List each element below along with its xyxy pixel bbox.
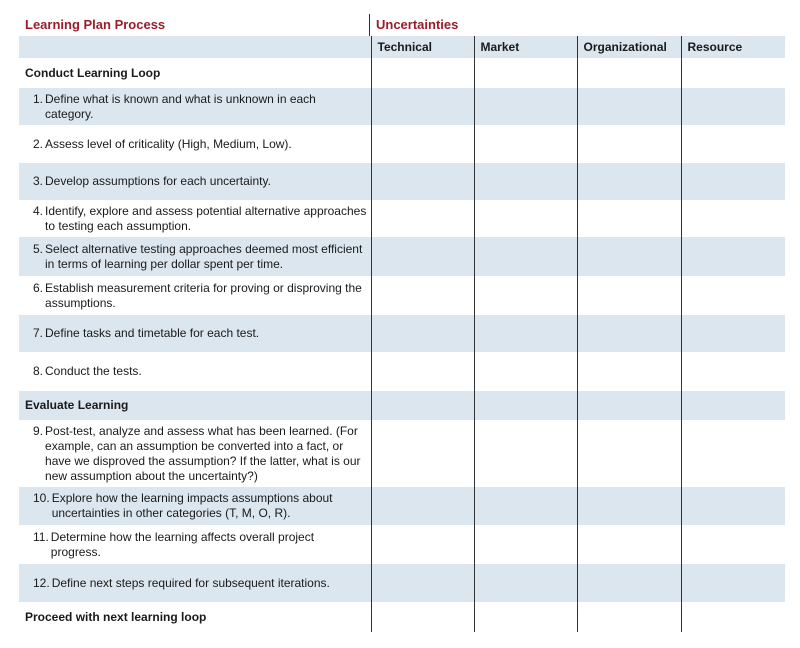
step-row <box>19 88 785 125</box>
cell-technical[interactable] <box>371 237 474 276</box>
learning-plan-title: Learning Plan Process <box>25 17 166 32</box>
step-label <box>19 163 371 200</box>
cell-resource[interactable] <box>681 487 785 525</box>
cell-organizational[interactable] <box>577 163 681 200</box>
cell-technical[interactable] <box>371 602 474 632</box>
cell-organizational[interactable] <box>577 564 681 602</box>
cell-organizational[interactable] <box>577 200 681 237</box>
step-text: Develop assumptions for each uncertainty. <box>45 174 271 188</box>
step-row <box>19 487 785 525</box>
cell-technical[interactable] <box>371 125 474 163</box>
cell-market[interactable] <box>474 391 577 420</box>
step-wrap <box>33 204 367 234</box>
cell-resource[interactable] <box>681 602 785 632</box>
cell-market[interactable] <box>474 315 577 352</box>
cell-organizational[interactable] <box>577 602 681 632</box>
step-wrap <box>33 174 367 189</box>
cell-technical[interactable] <box>371 88 474 125</box>
step-label <box>19 487 371 525</box>
cell-technical[interactable] <box>371 420 474 487</box>
cell-market[interactable] <box>474 58 577 88</box>
cell-organizational[interactable] <box>577 88 681 125</box>
column-header-row <box>19 36 785 58</box>
cell-resource[interactable] <box>681 125 785 163</box>
step-label <box>19 420 371 487</box>
step-number: 9. <box>33 423 44 438</box>
step-wrap <box>33 364 367 379</box>
cell-organizational[interactable] <box>577 352 681 391</box>
cell-market[interactable] <box>474 88 577 125</box>
cell-resource[interactable] <box>681 564 785 602</box>
column-header-technical: Technical <box>371 36 474 58</box>
cell-organizational[interactable] <box>577 276 681 315</box>
step-wrap <box>33 326 367 341</box>
step-wrap <box>33 491 367 521</box>
step-row <box>19 564 785 602</box>
cell-technical[interactable] <box>371 487 474 525</box>
cell-organizational[interactable] <box>577 525 681 564</box>
cell-technical[interactable] <box>371 391 474 420</box>
cell-resource[interactable] <box>681 237 785 276</box>
step-row <box>19 315 785 352</box>
step-wrap <box>33 530 367 560</box>
cell-resource[interactable] <box>681 352 785 391</box>
learning-plan-table-wrap <box>19 14 785 632</box>
step-label <box>19 200 371 237</box>
column-header-resource: Resource <box>681 36 785 58</box>
step-number: 11. <box>33 529 49 544</box>
cell-resource[interactable] <box>681 58 785 88</box>
cell-resource[interactable] <box>681 315 785 352</box>
step-text: Determine how the learning affects overall project progress. <box>50 529 315 559</box>
cell-organizational[interactable] <box>577 391 681 420</box>
step-row <box>19 163 785 200</box>
uncertainties-title: Uncertainties <box>369 14 785 36</box>
step-label <box>19 315 371 352</box>
section-label: Conduct Learning Loop <box>19 58 371 88</box>
step-wrap <box>33 576 367 591</box>
cell-resource[interactable] <box>681 276 785 315</box>
cell-technical[interactable] <box>371 276 474 315</box>
cell-market[interactable] <box>474 352 577 391</box>
step-text: Post-test, analyze and assess what has been learned. (For example, can an assumption be converted into a fact, or have we disproved the assumption? If the latter, what is our new assumption about the uncertainty?) <box>45 423 361 483</box>
cell-technical[interactable] <box>371 352 474 391</box>
step-text: Explore how the learning impacts assumptions about uncertainties in other categories (T, M, O, R). <box>51 491 333 520</box>
cell-organizational[interactable] <box>577 125 681 163</box>
cell-technical[interactable] <box>371 200 474 237</box>
cell-market[interactable] <box>474 525 577 564</box>
step-number: 1. <box>33 91 44 106</box>
cell-technical[interactable] <box>371 163 474 200</box>
step-number: 4. <box>33 203 44 218</box>
step-row <box>19 420 785 487</box>
step-number: 6. <box>33 280 44 295</box>
step-wrap <box>33 137 367 152</box>
step-row <box>19 125 785 163</box>
step-text: Assess level of criticality (High, Medium, Low). <box>45 136 292 151</box>
step-text: Identify, explore and assess potential alternative approaches to testing each assumption. <box>45 203 367 233</box>
column-header-market: Market <box>474 36 577 58</box>
cell-market[interactable] <box>474 487 577 525</box>
step-text: Define what is known and what is unknown in each category. <box>45 91 316 121</box>
step-row <box>19 200 785 237</box>
learning-plan-table <box>19 36 785 632</box>
section-row <box>19 602 785 632</box>
step-row <box>19 352 785 391</box>
title-row <box>19 14 785 36</box>
step-label <box>19 88 371 125</box>
cell-resource[interactable] <box>681 391 785 420</box>
step-text: Define next steps required for subsequent iterations. <box>51 575 330 590</box>
step-text: Define tasks and timetable for each test. <box>45 326 260 340</box>
step-number: 2. <box>33 136 44 151</box>
step-text: Establish measurement criteria for proving or disproving the assumptions. <box>45 280 362 310</box>
cell-technical[interactable] <box>371 315 474 352</box>
step-label <box>19 564 371 602</box>
step-number: 5. <box>33 241 44 256</box>
cell-market[interactable] <box>474 564 577 602</box>
column-header-organizational: Organizational <box>577 36 681 58</box>
step-row <box>19 276 785 315</box>
step-row <box>19 525 785 564</box>
step-label <box>19 525 371 564</box>
step-number: 8. <box>33 364 44 378</box>
step-number: 10. <box>33 491 50 505</box>
cell-organizational[interactable] <box>577 237 681 276</box>
cell-market[interactable] <box>474 420 577 487</box>
step-wrap <box>33 92 367 122</box>
step-label <box>19 352 371 391</box>
cell-resource[interactable] <box>681 420 785 487</box>
step-wrap <box>33 242 367 272</box>
table-body <box>19 58 785 632</box>
cell-organizational[interactable] <box>577 315 681 352</box>
step-text: Select alternative testing approaches deemed most efficient in terms of learning per dollar spent per time. <box>45 241 363 271</box>
step-label <box>19 237 371 276</box>
cell-resource[interactable] <box>681 525 785 564</box>
cell-technical[interactable] <box>371 58 474 88</box>
cell-market[interactable] <box>474 276 577 315</box>
step-number: 7. <box>33 326 44 340</box>
step-text: Conduct the tests. <box>45 364 142 378</box>
cell-market[interactable] <box>474 163 577 200</box>
step-label <box>19 125 371 163</box>
cell-technical[interactable] <box>371 525 474 564</box>
step-wrap <box>33 281 367 311</box>
cell-technical[interactable] <box>371 564 474 602</box>
cell-resource[interactable] <box>681 163 785 200</box>
section-label: Evaluate Learning <box>19 391 371 420</box>
cell-market[interactable] <box>474 602 577 632</box>
step-wrap <box>33 424 367 484</box>
cell-organizational[interactable] <box>577 487 681 525</box>
section-row <box>19 391 785 420</box>
cell-market[interactable] <box>474 200 577 237</box>
step-number: 12. <box>33 575 50 590</box>
cell-resource[interactable] <box>681 200 785 237</box>
section-label: Proceed with next learning loop <box>19 602 371 632</box>
cell-market[interactable] <box>474 237 577 276</box>
step-number: 3. <box>33 174 44 188</box>
cell-organizational[interactable] <box>577 58 681 88</box>
section-row <box>19 58 785 88</box>
step-row <box>19 237 785 276</box>
cell-organizational[interactable] <box>577 420 681 487</box>
column-header-blank <box>19 36 371 58</box>
step-label <box>19 276 371 315</box>
cell-resource[interactable] <box>681 88 785 125</box>
cell-market[interactable] <box>474 125 577 163</box>
